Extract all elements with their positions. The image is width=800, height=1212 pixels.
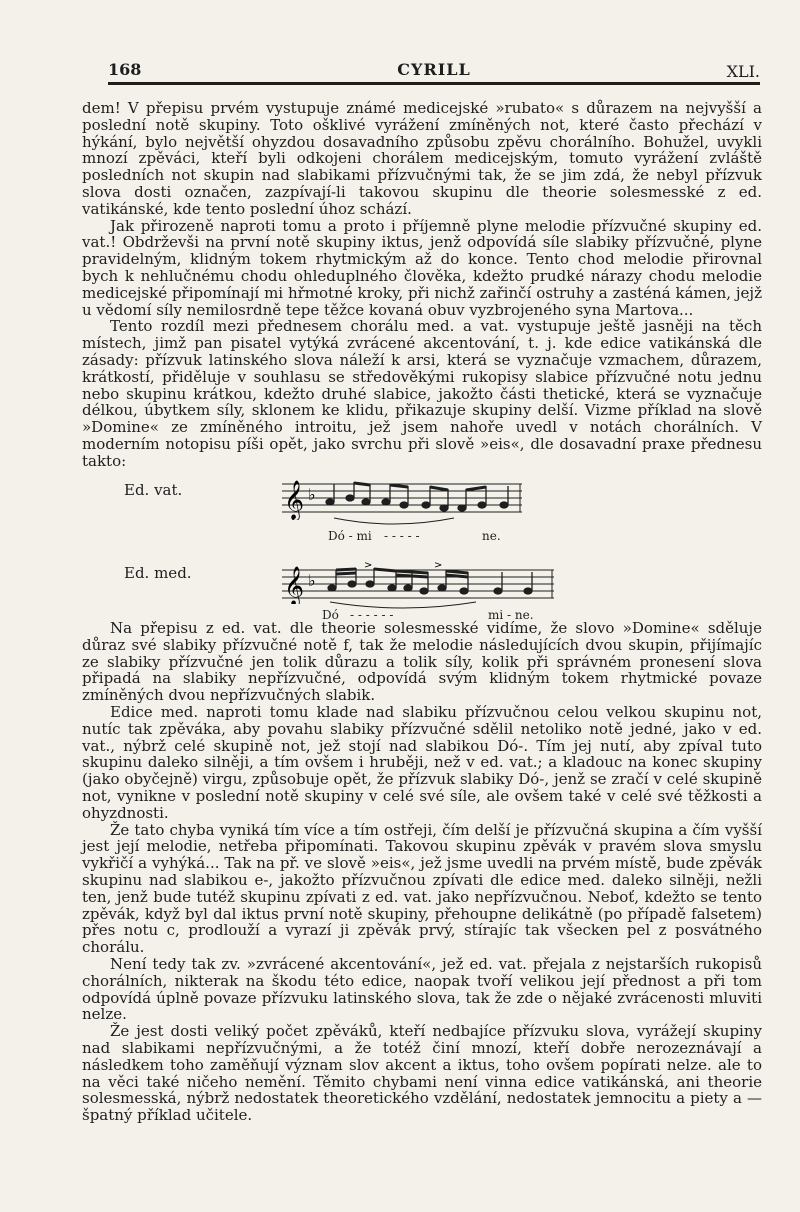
- paragraph: Tento rozdíl mezi přednesem chorálu med. a vat. vystupuje ještě jasněji na těch místech, jimž pan pisatel vytýká zvrácené akcentování, t. j. kde edice vatikánská dle zásady: přízvuk latinského slova náleží k arsi, která se vyznačuje vzmachem, důrazem, krátkostí, přiděluje v souhlasu se středověkými rukopisy slabice přízvučné notu jednu nebo skupinu krátkou, kdežto druhé slabice, jakožto části thetické, která se vyznačuje délkou, úbytkem síly, sklonem ke klidu, přikazuje skupiny delší. Vizme příklad na slově »Domine« ze zmíněného introitu, jež jsem nahoře uvedl v notách chorálních. V moderním notopisu píši opět, jako svrchu při slově »eis«, dle dosavadní praxe přednesu takto:: [82, 317, 762, 470]
- lyric-syllable: - - - - - -: [350, 608, 394, 622]
- paragraph: dem! V přepisu prvém vystupuje známé medicejské »rubato« s důrazem na nejvyšší a poslední notě skupiny. Toto ošklivé vyrážení zmíněných not, které často přechází v hýkání, bylo největší ohyzdou dosavadního způsobu zpěvu chorálního. Bohužel, uvykli mnozí zpěváci, kteří byli odkojeni chorálem medicejským, tomuto vyrážení zvláště posledních not skupin nad slabikami přízvučnými tak, že se jim zdá, že nebyl přízvuk slova dosti označen, zazpívají-li takovou skupinu dle theorie solesmesské z ed. vatikánské, kde tento poslední úhoz schází.: [82, 99, 762, 218]
- svg-text:>: >: [434, 562, 443, 571]
- svg-text:♭: ♭: [308, 571, 316, 590]
- paragraph: Že tato chyba vyniká tím více a tím ostřeji, čím delší je přízvučná skupina a čím vyšší jest její melodie, netřeba připomínati. Takovou skupinu zpěvák v pravém slova smyslu vykřičí a vyhýká... Tak na př. ve slově »eis«, jež jsme uvedli na prvém místě, bude zpěvák skupinu nad slabikou e-, jakožto přízvučnou zpívati dle edice med. daleko silněji, nežli ten, jenž bude tutéž skupinu zpívati z ed. vat. jako nepřízvučnou. Neboť, kdežto se tento zpěvák, když byl dal iktus první notě skupiny, přehoupne delikátně (po případě falsetem) přes notu c, prodlouží a vyrazí ji zpěvák prvý, stírajíc tak všecken pel z posvátného chorálu.: [82, 820, 762, 957]
- paragraph: Není tedy tak zv. »zvrácené akcentování«, jež ed. vat. přejala z nejstarších rukopisů chorálních, nikterak na škodu této edice, naopak tvoří velikou její přednost a při tom odpovídá úplně povaze přízvuku latinského slova, tak že zde o nějaké zvrácenosti mluviti nelze.: [82, 954, 762, 1024]
- paragraph: Jak přirozeně naproti tomu a proto i příjemně plyne melodie přízvučné skupiny ed. vat.! Obdrževši na první notě skupiny iktus, jenž odpovídá síle slabiky přízvučné, plyne pravidelným, klidným tokem rhytmickým až do konce. Tento chod melodie přirovnal bych k nehlučnému chodu ohleduplného člověka, kdežto prudké nárazy chodu melodie medicejské připomínají mi hřmotné kroky, při nichž zařinčí ostruhy a zasténá kámen, jejž u vědomí síly nemilosrdně tepe těžce kovaná obuv vyzbrojeného syna Martova...: [82, 216, 762, 319]
- svg-text:>: >: [364, 562, 373, 571]
- staff-notation: [282, 562, 554, 604]
- example-label-vat: Ed. vat.: [124, 481, 183, 499]
- body-text-top: [82, 100, 762, 470]
- body-text-bottom: [82, 620, 762, 1124]
- lyric-syllable: ne.: [482, 529, 501, 543]
- lyric-syllable: Dó - mi: [328, 529, 372, 543]
- lyric-syllable: mi - ne.: [488, 608, 534, 622]
- svg-text:𝄞: 𝄞: [284, 566, 305, 604]
- paragraph: Na přepisu z ed. vat. dle theorie solesmesské vidíme, že slovo »Domine« sděluje důraz své slabiky přízvučné notě f, tak že melodie následujících dvou skupin, přijímajíc ze slabiky přízvučné jen tolik důrazu a tolik síly, kolik při správném pronesení slova připadá na slabiky nepřízvučné, odpovídá svým klidným tokem rhytmické povaze zmíněných dvou nepřízvučných slabik.: [82, 619, 762, 705]
- svg-text:𝄞: 𝄞: [284, 480, 305, 520]
- paragraph: Že jest dosti veliký počet zpěváků, kteří nedbajíce přízvuku slova, vyrážejí skupiny nad slabikami nepřízvučnými, a že totéž činí mnozí, kteří dobře nerozeznávají a následkem toho zaměňují význam slov akcent a iktus, toho ovšem popírati nelze. ale to na věci také ničeho nemění. Těmito chybami není vinna edice vatikánská, ani theorie solesmesská, nýbrž nedostatek theoretického vzdělání, nedostatek jemnocitu a piety a — špatný příklad učitele.: [82, 1022, 762, 1125]
- example-label-med: Ed. med.: [124, 564, 192, 582]
- page-header: [108, 56, 760, 85]
- page-number: 168: [108, 60, 142, 79]
- slur: [332, 516, 456, 528]
- lyric-syllable: Dó: [322, 608, 339, 622]
- lyric-syllable: - - - - -: [384, 529, 420, 543]
- section-number: XLI.: [726, 62, 760, 81]
- running-title: CYRILL: [397, 60, 471, 79]
- svg-text:♭: ♭: [308, 485, 316, 504]
- paragraph: Edice med. naproti tomu klade nad slabiku přízvučnou celou velkou skupinu not, nutíc tak zpěváka, aby povahu slabiky přízvučné sdělil netoliko notě jedné, jako v ed. vat., nýbrž celé skupině not, jež stojí nad slabikou Dó-. Tím jej nutí, aby zpíval tuto skupinu daleko silněji, a tím ovšem i hruběji, než v ed. vat.; a kladouc na konec skupiny (jako obyčejně) virgu, způsobuje opět, že přízvuk slabiky Dó-, jenž se zračí v celé skupině not, vynikne v poslední notě skupiny v celé své síle, ale ovšem také v celé své těžkosti a ohyzdnosti.: [82, 702, 762, 822]
- staff-notation: [282, 478, 522, 520]
